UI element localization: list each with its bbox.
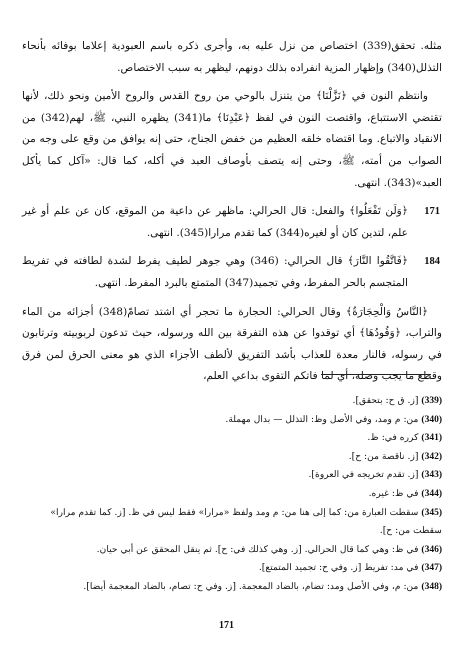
footnote-divider [321,374,431,375]
footnote-text: [ز. ق ح: بتحقق]. [352,395,419,406]
footnote [22,392,442,411]
footnote-number: (341) [421,433,442,444]
footnote [22,578,442,597]
footnote-text: [ز. تقدم تخريجه في العروة]. [308,469,419,481]
verse-entry-2 [22,251,442,294]
verse-number-1: 171 [424,206,440,218]
footnote-text: [ز. ناقصة من: ح]. [348,450,419,462]
footnote-number: (342) [421,451,442,462]
footnote-text: في ظ: وهي كما قال الحرالي. [ز. وهي كذلك في: ح]. ثم ينقل المحقق عن أبي حيان. [96,543,419,555]
verse-entry-2-text: ﴿فَاتَّقُوا النَّارَ﴾ قال الحرالي: (346) وهي جوهر لطيف يفرط لشدة لطافته في تفريط المتجسم بالحر المفرط، وفي تجميد(347) المتمتع بالبرد المفرط. انتهى. [22,255,408,289]
footnote-number: (346) [421,544,442,555]
footnote-text: من: م، وفي الأصل ومد: تضام، بالضاد المعجمة. [ز. وفي ح: تصام، بالضاد المعجمة أيضا]. [83,580,419,592]
footnote [22,504,442,541]
footnote [22,411,442,430]
footnotes [22,392,442,597]
footnote [22,541,442,560]
footnote-number: (344) [421,488,442,499]
footnote-number: (343) [421,470,442,481]
footnote-text: من: م ومد، وفي الأصل وظ: التذلل — بدال مهملة. [225,413,419,425]
main-text [22,36,442,395]
footnote-text: كرره في: ظ. [367,432,419,444]
footnote [22,448,442,467]
footnote-number: (339) [421,396,442,406]
paragraph-3: ﴿النَّاسُ وَالْحِجَارَةُ﴾ وقال الحرالي: الحجارة ما تحجر أي اشتد تصامّ(348) أجزائه من الماء والتراب، ﴿وَقُودُهَا﴾ أي توقدوا عن هذه التفرقة بين الله ورسوله، حيث تدعون لربوبيته وترتابون في رسوله، فالنار معدة للعذاب بأشد التفريق لألطف الأجزاء الذي هو معنى الحرق لمن فرق وقطع ما يجب وصله، أي لما فاتكم التقوى بداعي العلم، [22,305,442,383]
footnote-number: (345) [421,507,442,518]
footnote-text: في ظ: غيره. [368,487,419,499]
footnote [22,429,442,448]
footnote-number: (348) [421,581,442,592]
footnote-text: سقطت العبارة من: كما إلى هنا من: م ومد ولفظ «مرارا» فقط ليس في ظ. [ز. كما تقدم مرارا» سقطت من: ح]. [50,506,442,537]
footnote-number: (340) [421,414,442,425]
verse-entry-1 [22,201,442,244]
verse-number-2: 184 [424,256,440,268]
footnote-text: في مد: تفريط [ز. وفي ح: تجميد المتمتع]. [258,562,419,574]
paragraph-2: وانتظم النون في ﴿نَزَّلْنَا﴾ من يتنزل بالوحي من روح القدس والروح الأمين ونحو ذلك، لأنها تقتضي الاستتباع، واقتصت النون في لفظ ﴿عَبْدِنَا﴾ ما(341) يظهره النبي، ﷺ، لهم(342) من الانقياد والاتباع. وما اقتضاه خلقه العظيم من خفض الجناح، حتى إنه يوافق من وقع على وجه من الصواب من أمته، ﷺ، وحتى إنه يتصف بأوصاف العبد في أكله، كما قال: «آكل كما يأكل العبد»(343). انتهى. [22,90,442,189]
footnote-number: (347) [421,563,442,574]
footnote [22,485,442,504]
page-number: 171 [219,620,234,631]
verse-entry-1-text: ﴿وَلَن تَفْعَلُوا﴾ والفعل: قال الحرالي: ماظهر عن داعية من الموقع، كان عن علم أو غير علم، لتدين كان أو لغيره(344) كما تقدم مرارا(345). انتهى. [22,205,408,239]
footnote [22,559,442,578]
footnote [22,466,442,485]
paragraph-1: مثله. تحقق(339) اختصاص من نزل عليه به، وأجرى ذكره باسم العبودية إعلاما بوفائه بأنحاء التذلل(340) وإظهار المزية انفراده بذلك دونهم، ليظهر به سبب الاختصاص. [22,40,442,74]
